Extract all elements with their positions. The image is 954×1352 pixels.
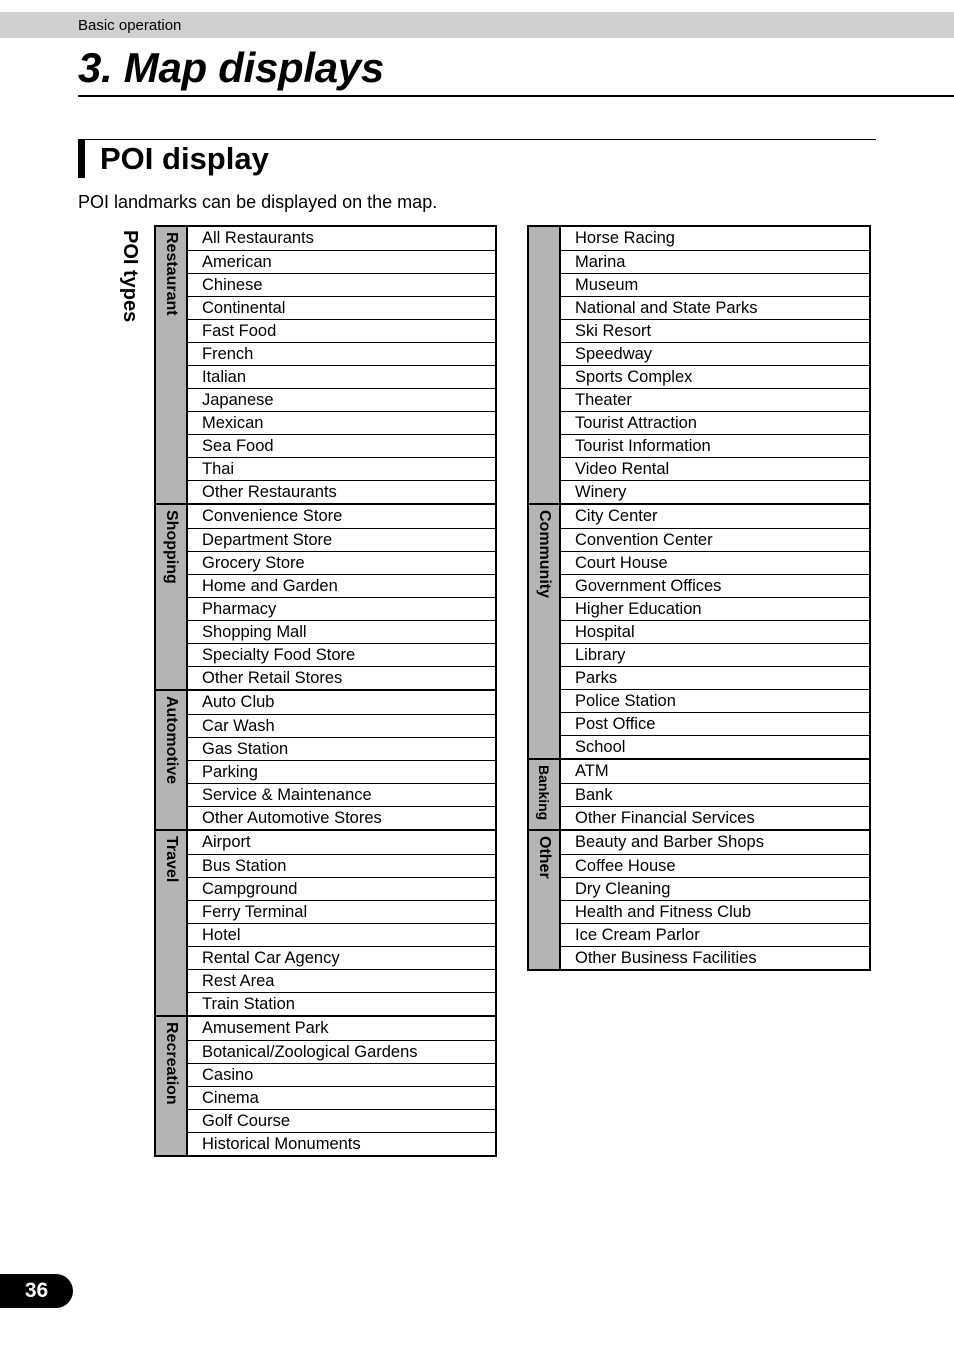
poi-item: All Restaurants: [202, 229, 314, 247]
poi-item: City Center: [575, 507, 658, 525]
category-cell: [156, 831, 188, 1015]
poi-item: Tourist Information: [561, 434, 869, 457]
poi-item: Convention Center: [561, 528, 869, 551]
category-cell: [529, 505, 561, 758]
category-cell: [156, 1017, 188, 1155]
poi-item: Mexican: [188, 411, 495, 434]
poi-item-list: [188, 227, 495, 503]
poi-item: Amusement Park: [202, 1019, 329, 1037]
poi-item: Specialty Food Store: [188, 643, 495, 666]
category-label: Travel: [163, 836, 180, 883]
poi-item: Ski Resort: [561, 319, 869, 342]
poi-category-group: [156, 689, 495, 829]
poi-item: Court House: [561, 551, 869, 574]
poi-item: Fast Food: [188, 319, 495, 342]
poi-item: American: [188, 250, 495, 273]
poi-item: Other Retail Stores: [188, 666, 495, 689]
poi-item: Golf Course: [188, 1109, 495, 1132]
poi-item: Chinese: [188, 273, 495, 296]
section-label: Basic operation: [78, 17, 182, 34]
poi-item: Government Offices: [561, 574, 869, 597]
poi-item: Ice Cream Parlor: [561, 923, 869, 946]
poi-item: Cinema: [188, 1086, 495, 1109]
category-label: Shopping: [163, 510, 180, 584]
poi-item: Train Station: [188, 992, 495, 1015]
poi-item-list: [188, 691, 495, 829]
poi-item-list: [561, 227, 869, 503]
category-cell: [529, 831, 561, 969]
category-label: Banking: [536, 765, 552, 821]
poi-item: Other Business Facilities: [561, 946, 869, 969]
poi-item: Gas Station: [188, 737, 495, 760]
poi-item: Post Office: [561, 712, 869, 735]
poi-item: Historical Monuments: [188, 1132, 495, 1155]
poi-item: Hospital: [561, 620, 869, 643]
poi-category-group: [156, 829, 495, 1015]
category-label: Other: [536, 836, 553, 879]
poi-table-left: [154, 225, 497, 1157]
poi-item: Hotel: [188, 923, 495, 946]
poi-item: Coffee House: [561, 854, 869, 877]
category-cell: [529, 227, 561, 503]
poi-item: Library: [561, 643, 869, 666]
poi-item: Parks: [561, 666, 869, 689]
poi-item: Other Automotive Stores: [188, 806, 495, 829]
poi-item: Convenience Store: [202, 507, 343, 525]
section-bar: [78, 140, 85, 178]
poi-item-list: [188, 831, 495, 1015]
poi-item: Sea Food: [188, 434, 495, 457]
poi-category-group: [156, 503, 495, 689]
poi-item: Other Financial Services: [561, 806, 869, 829]
poi-category-group: [529, 227, 869, 503]
category-label: Restaurant: [163, 232, 180, 316]
poi-item: Health and Fitness Club: [561, 900, 869, 923]
poi-item: Pharmacy: [188, 597, 495, 620]
poi-item: Rest Area: [188, 969, 495, 992]
poi-item: Department Store: [188, 528, 495, 551]
poi-item: Campground: [188, 877, 495, 900]
category-label: Automotive: [163, 696, 180, 784]
category-cell: [156, 505, 188, 689]
poi-item-list: [188, 505, 495, 689]
poi-category-group: [529, 503, 869, 758]
poi-item: Casino: [188, 1063, 495, 1086]
poi-item: Botanical/Zoological Gardens: [188, 1040, 495, 1063]
category-cell: [156, 691, 188, 829]
header-band: [0, 12, 954, 38]
category-cell: [156, 227, 188, 503]
poi-category-group: [529, 758, 869, 829]
poi-item-list: [561, 831, 869, 969]
chapter-title: 3. Map displays: [78, 44, 384, 91]
poi-item-list: [188, 1017, 495, 1155]
poi-item: Dry Cleaning: [561, 877, 869, 900]
poi-item: Museum: [561, 273, 869, 296]
poi-item: Theater: [561, 388, 869, 411]
poi-item-list: [561, 760, 869, 829]
poi-item: Rental Car Agency: [188, 946, 495, 969]
poi-item: Sports Complex: [561, 365, 869, 388]
poi-item: Winery: [561, 480, 869, 503]
poi-item: National and State Parks: [561, 296, 869, 319]
poi-item: Car Wash: [188, 714, 495, 737]
poi-item: Speedway: [561, 342, 869, 365]
poi-item: Service & Maintenance: [188, 783, 495, 806]
poi-item: Airport: [202, 833, 251, 851]
category-label: Community: [536, 510, 553, 598]
poi-item: Thai: [188, 457, 495, 480]
poi-item: School: [561, 735, 869, 758]
section-rule: [78, 139, 876, 140]
poi-item-list: [561, 505, 869, 758]
poi-item: Italian: [188, 365, 495, 388]
poi-item: Police Station: [561, 689, 869, 712]
poi-category-group: [156, 1015, 495, 1155]
poi-item: Continental: [188, 296, 495, 319]
section-title: POI display: [100, 141, 269, 176]
poi-table-right: [527, 225, 871, 971]
poi-item: Grocery Store: [188, 551, 495, 574]
poi-item: Parking: [188, 760, 495, 783]
poi-item: Beauty and Barber Shops: [575, 833, 764, 851]
page-number: 36: [0, 1274, 73, 1308]
poi-category-group: [529, 829, 869, 969]
category-label: Recreation: [163, 1022, 180, 1105]
poi-item: Bank: [561, 783, 869, 806]
poi-item: Bus Station: [188, 854, 495, 877]
poi-item: Tourist Attraction: [561, 411, 869, 434]
poi-item: Video Rental: [561, 457, 869, 480]
poi-item: Other Restaurants: [188, 480, 495, 503]
poi-item: Higher Education: [561, 597, 869, 620]
poi-types-label: POI types: [119, 230, 141, 323]
poi-category-group: [156, 227, 495, 503]
category-cell: [529, 760, 561, 829]
poi-item: ATM: [575, 762, 609, 780]
poi-item: Shopping Mall: [188, 620, 495, 643]
poi-item: Marina: [561, 250, 869, 273]
poi-item: Japanese: [188, 388, 495, 411]
poi-item: French: [188, 342, 495, 365]
poi-item: Auto Club: [202, 693, 275, 711]
chapter-rule: [78, 95, 954, 97]
poi-item: Ferry Terminal: [188, 900, 495, 923]
poi-item: Home and Garden: [188, 574, 495, 597]
intro-text: POI landmarks can be displayed on the map.: [78, 192, 438, 212]
poi-item: Horse Racing: [575, 229, 675, 247]
